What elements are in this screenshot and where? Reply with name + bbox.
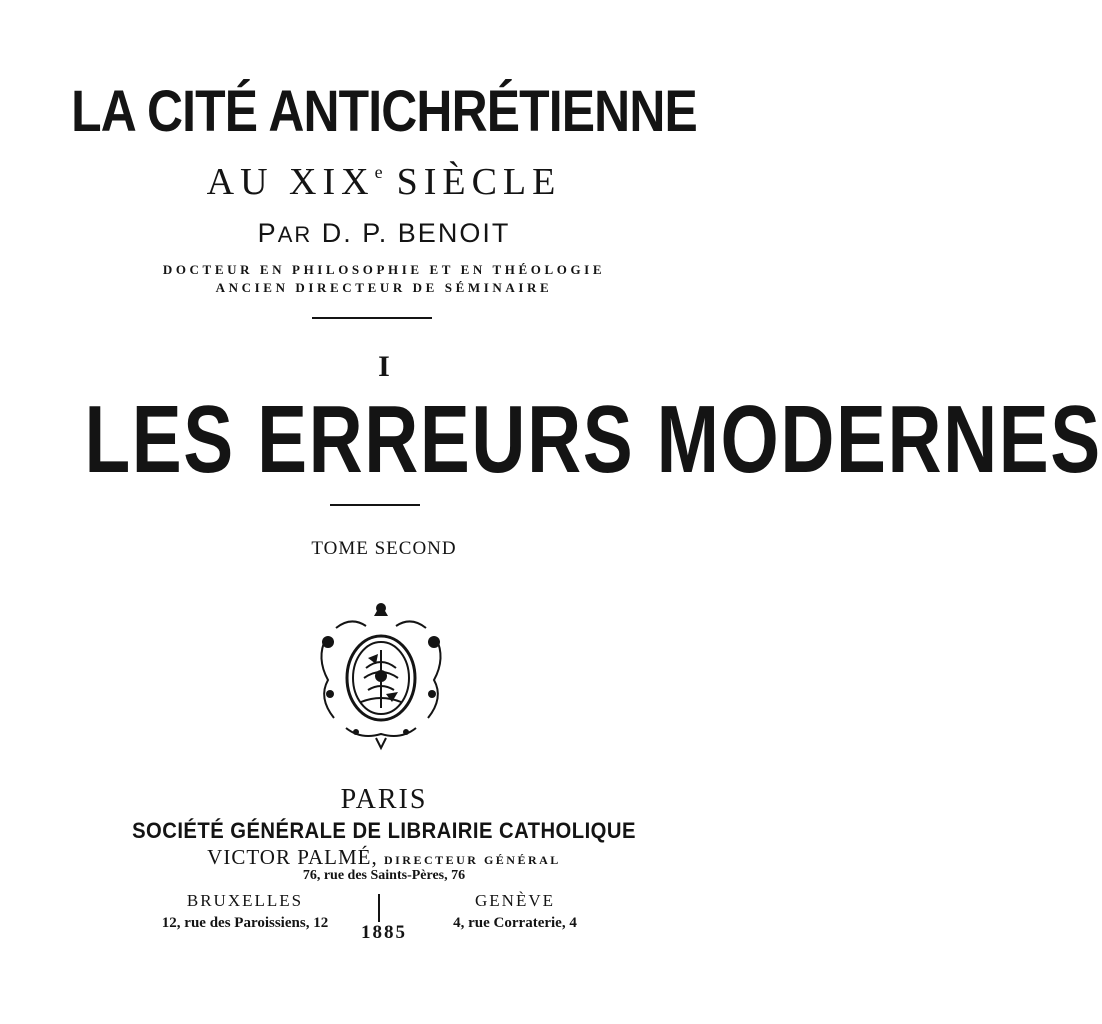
director-name: VICTOR PALMÉ, bbox=[207, 845, 378, 869]
branch-address: 12, rue des Paroissiens, 12 bbox=[161, 915, 329, 931]
branch-divider bbox=[378, 894, 380, 922]
author-prefix-rest: AR bbox=[277, 222, 313, 247]
branch-address: 4, rue Corraterie, 4 bbox=[453, 915, 577, 931]
publisher-address: 76, rue des Saints-Pères, 76 bbox=[302, 868, 466, 883]
publisher-name: SOCIÉTÉ GÉNÉRALE DE LIBRAIRIE CATHOLIQUE bbox=[132, 818, 636, 843]
printer-emblem-icon bbox=[306, 598, 456, 750]
branch-city: GENÈVE bbox=[475, 891, 555, 910]
author-prefix-cap: P bbox=[257, 218, 278, 248]
book-subtitle bbox=[0, 160, 768, 204]
separator-rule bbox=[312, 317, 432, 319]
book-title: LA CITÉ ANTICHRÉTIENNE bbox=[71, 79, 697, 144]
subtitle-text-2: SIÈCLE bbox=[396, 161, 562, 203]
imprint-city: PARIS bbox=[340, 784, 428, 815]
director-role: DIRECTEUR GÉNÉRAL bbox=[383, 853, 561, 867]
separator-rule bbox=[330, 504, 420, 506]
publisher-director bbox=[0, 845, 768, 870]
author-credential-1: DOCTEUR EN PHILOSOPHIE ET EN THÉOLOGIE bbox=[162, 262, 606, 277]
author-name: D. P. BENOIT bbox=[321, 218, 511, 248]
subtitle-superscript: e bbox=[374, 162, 383, 182]
tome-label: TOME SECOND bbox=[311, 538, 457, 559]
volume-number: I bbox=[378, 350, 390, 383]
branch-city: BRUXELLES bbox=[186, 891, 304, 910]
section-title: LES ERREURS MODERNES bbox=[84, 386, 1102, 493]
subtitle-text-1: AU XIX bbox=[206, 161, 375, 203]
publication-year: 1885 bbox=[361, 922, 407, 943]
author-line bbox=[0, 218, 768, 249]
author-credential-2: ANCIEN DIRECTEUR DE SÉMINAIRE bbox=[215, 280, 553, 295]
